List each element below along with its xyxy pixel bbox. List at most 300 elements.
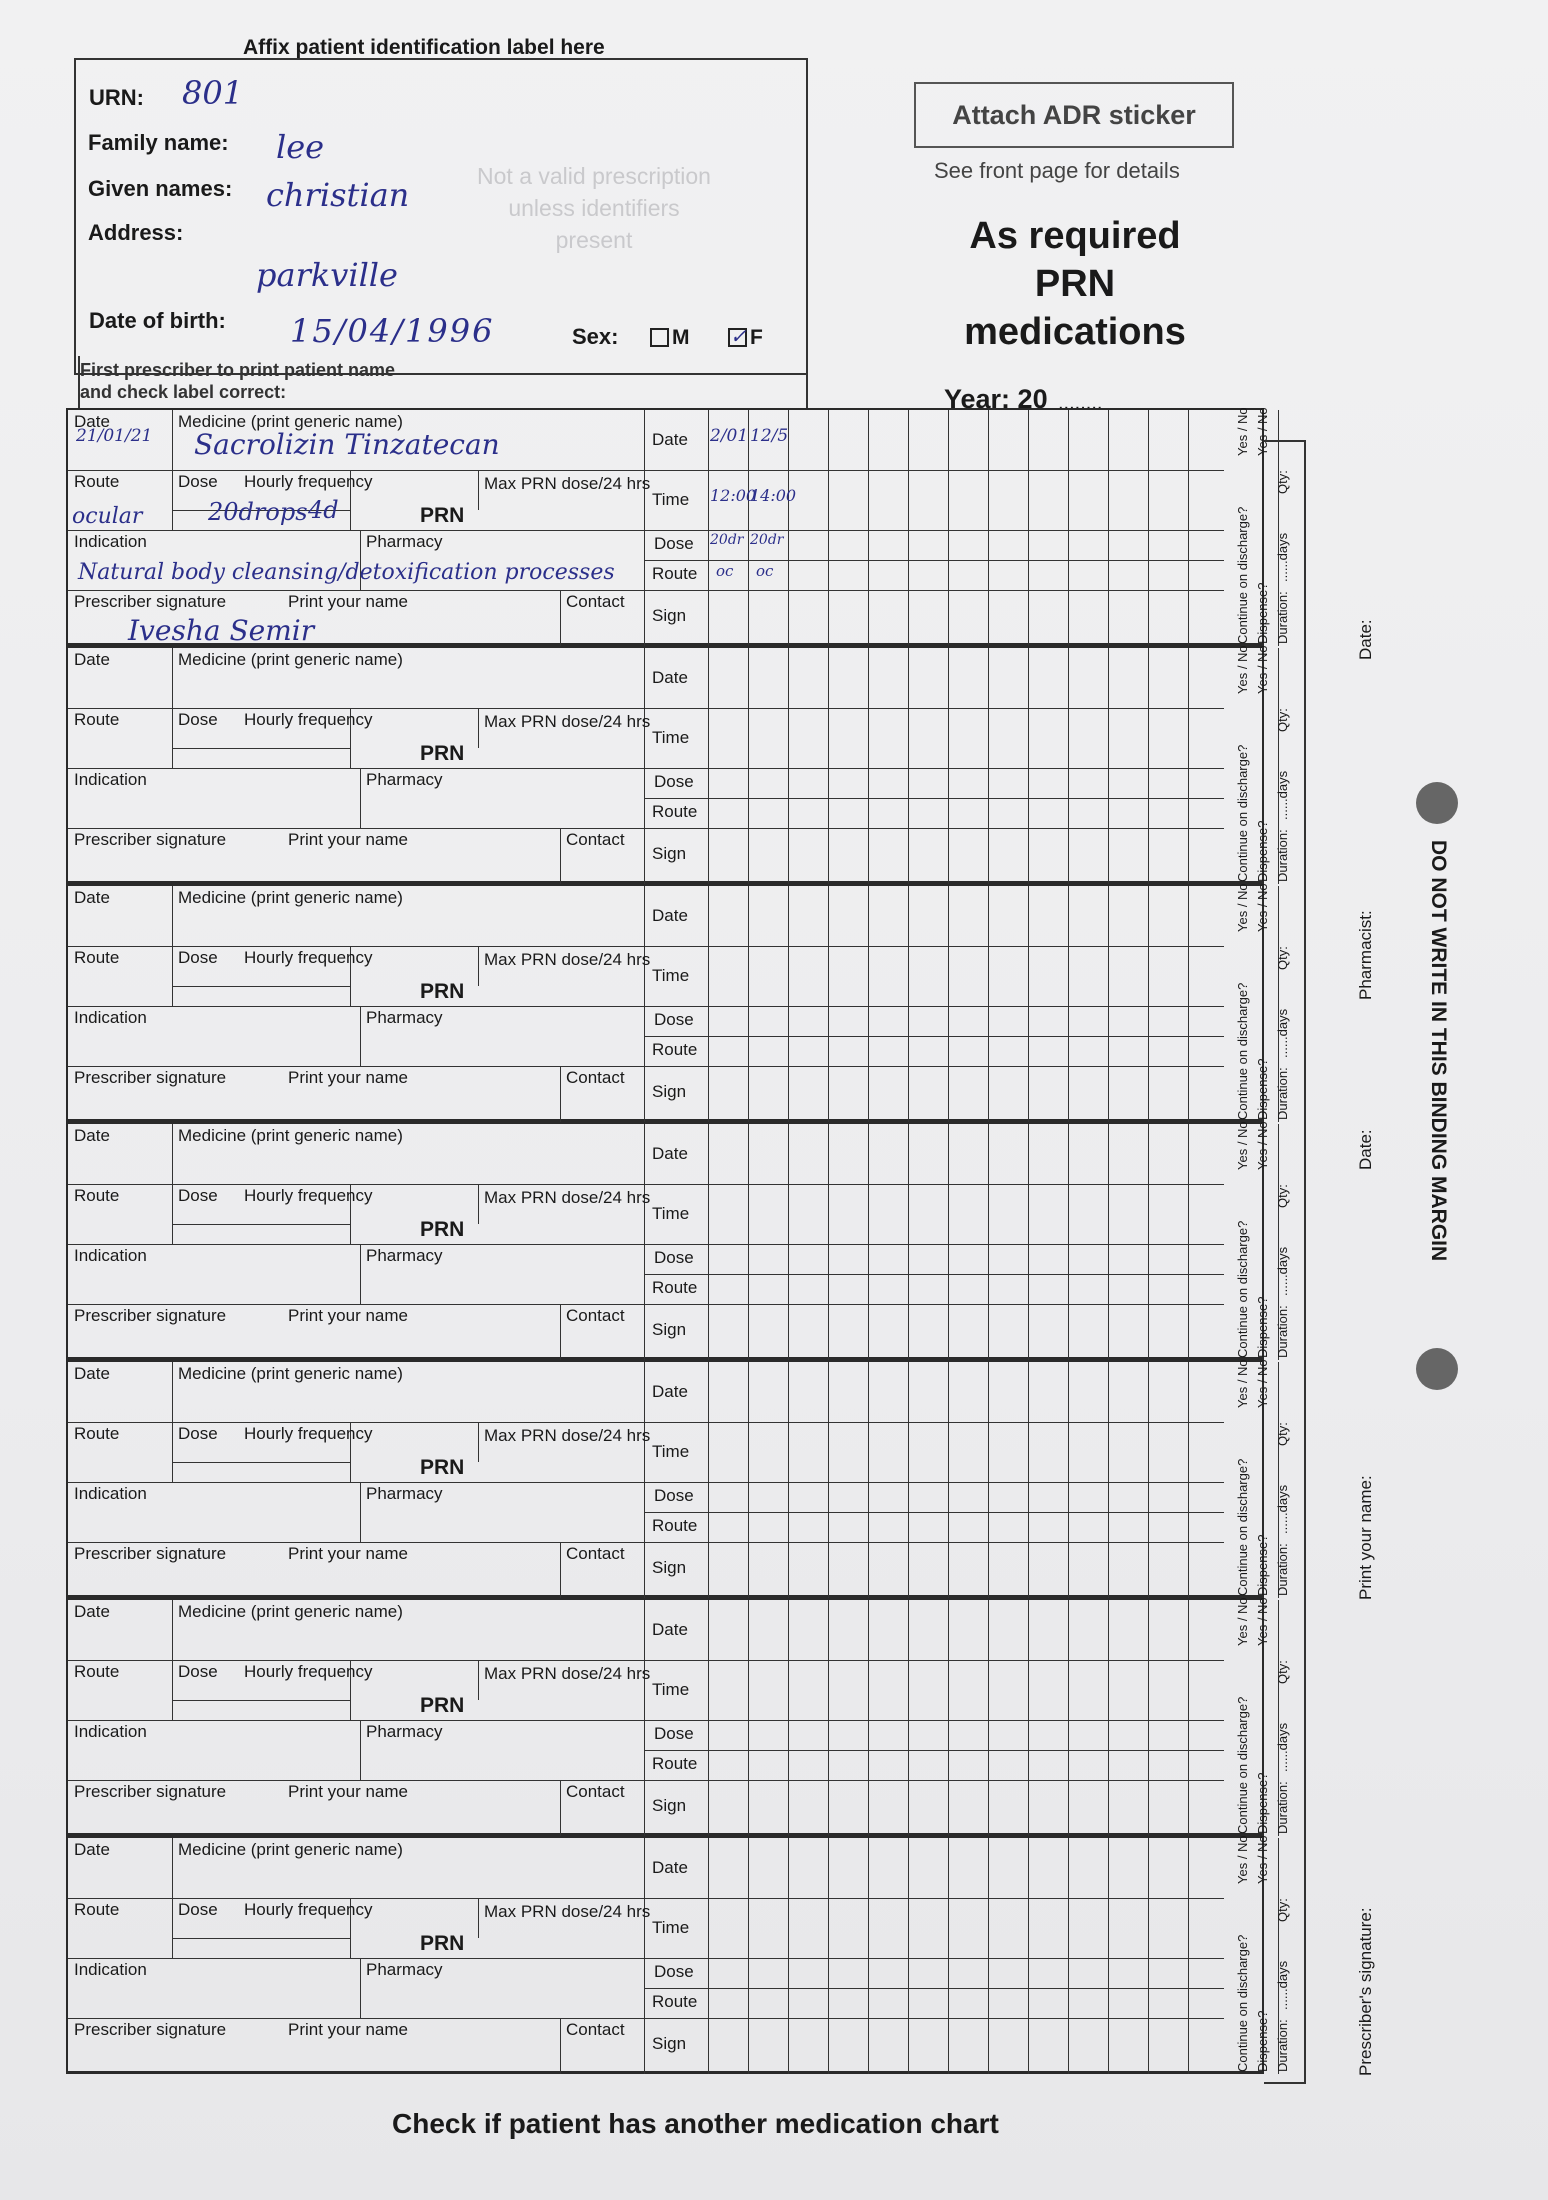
admin-col[interactable] (788, 1838, 789, 2074)
admin-row-divider (644, 1660, 1224, 1661)
route-field[interactable] (68, 1680, 172, 1720)
admin-row-divider (644, 1750, 1224, 1751)
indication-field[interactable] (68, 788, 360, 828)
hourly-frequency-label: Hourly frequency (244, 1186, 373, 1205)
admin-col[interactable] (988, 410, 989, 646)
admin-dose-value[interactable]: 20dr (710, 532, 744, 548)
dob-label: Date of birth: (89, 308, 226, 333)
admin-col[interactable] (1068, 1838, 1069, 2074)
indication-field[interactable] (68, 1026, 360, 1066)
admin-col[interactable] (988, 886, 989, 1122)
admin-col[interactable] (1148, 1838, 1149, 2074)
indication-label: Indication (74, 1484, 147, 1503)
duration-days: ......days (1275, 1008, 1290, 1058)
continue-discharge-label: Continue on discharge? (1235, 744, 1250, 882)
admin-col[interactable] (1148, 1362, 1149, 1598)
prescriber-signature-field[interactable] (68, 848, 560, 884)
qty-label: Qty: (1275, 470, 1290, 494)
max-prn-field[interactable] (478, 490, 644, 530)
qty-label: Qty: (1275, 1422, 1290, 1446)
dispense-yes-no: Yes / No (1255, 1835, 1270, 1884)
admin-col[interactable] (1028, 648, 1029, 884)
date-label: Date (74, 1364, 110, 1383)
admin-col[interactable] (1108, 886, 1109, 1122)
admin-col[interactable] (988, 648, 989, 884)
route-field[interactable] (68, 1918, 172, 1958)
row-divider (68, 1660, 644, 1661)
medication-block (66, 1597, 1290, 1836)
admin-col[interactable] (908, 1600, 909, 1836)
admin-col[interactable] (1148, 410, 1149, 646)
admin-col[interactable] (1188, 1362, 1189, 1598)
admin-row-divider (644, 1066, 1224, 1067)
prescriber-signature-field[interactable] (68, 1324, 560, 1360)
medication-block (66, 1121, 1290, 1360)
admin-col[interactable] (908, 648, 909, 884)
admin-col[interactable] (1188, 886, 1189, 1122)
entry-dose[interactable]: 20drops (208, 498, 308, 526)
admin-time-label: Time (652, 1680, 690, 1699)
prescriber-signature-field[interactable] (68, 1800, 560, 1836)
admin-col[interactable] (788, 1362, 789, 1598)
admin-row-divider (644, 1482, 1224, 1483)
contact-field[interactable] (560, 848, 644, 884)
pharmacy-field[interactable] (360, 788, 644, 828)
admin-col[interactable] (1188, 410, 1189, 646)
dob-value[interactable]: 15/04/1996 (290, 312, 495, 350)
footer-check[interactable]: Check if patient has another medication chart (392, 2108, 999, 2139)
admin-time-label: Time (652, 966, 690, 985)
admin-dose-value[interactable]: 20dr (750, 532, 784, 548)
dose-frequency-field[interactable] (172, 1680, 350, 1702)
admin-col[interactable] (748, 886, 749, 1122)
admin-col[interactable] (748, 1600, 749, 1836)
contact-field[interactable] (560, 1086, 644, 1122)
admin-col[interactable] (1028, 1362, 1029, 1598)
admin-col[interactable] (1028, 410, 1029, 646)
admin-col[interactable] (988, 1600, 989, 1836)
continue-yes-no: Yes / No (1235, 1835, 1250, 1884)
medicine-label: Medicine (print generic name) (178, 888, 403, 907)
admin-col[interactable] (788, 1600, 789, 1836)
prescriber-signature-label: Prescriber signature (74, 592, 227, 611)
prn-label: PRN (420, 980, 465, 1003)
admin-date-label: Date (652, 1858, 688, 1877)
sex-m-checkbox[interactable] (650, 328, 669, 347)
title-line-1: As required (969, 215, 1181, 257)
admin-time-label: Time (652, 1442, 690, 1461)
admin-col[interactable] (988, 1124, 989, 1360)
dose-frequency-field[interactable] (172, 1918, 350, 1940)
entry-prescriber[interactable]: Ivesha Semir (128, 614, 315, 647)
dispense-label: Dispense? (1255, 1772, 1270, 1834)
admin-date-label: Date (652, 430, 688, 449)
route-label: Route (74, 1424, 120, 1443)
admin-col[interactable] (1148, 1600, 1149, 1836)
medicine-field[interactable] (172, 1144, 644, 1184)
admin-col[interactable] (1068, 648, 1069, 884)
continue-yes-no: Yes / No (1235, 883, 1250, 932)
admin-date-value[interactable]: 12/5 (750, 426, 789, 446)
pharmacy-label: Pharmacy (366, 1960, 443, 1979)
pharmacy-field[interactable] (360, 1740, 644, 1780)
indication-label: Indication (74, 1008, 147, 1027)
admin-time-value[interactable]: 12:00 (710, 486, 757, 505)
admin-col[interactable] (948, 1838, 949, 2074)
entry-frequency[interactable]: 4d (308, 496, 339, 524)
row-divider (68, 2018, 644, 2019)
contact-label: Contact (566, 1068, 625, 1087)
qty-label: Qty: (1275, 1898, 1290, 1922)
admin-col[interactable] (988, 1362, 989, 1598)
route-field[interactable] (68, 966, 172, 1006)
max-prn-field[interactable] (478, 966, 644, 1006)
admin-col[interactable] (948, 410, 949, 646)
year-dots[interactable]: ........ (1058, 392, 1103, 414)
family-name-value[interactable]: lee (276, 128, 325, 166)
given-names-value[interactable]: christian (266, 176, 410, 214)
admin-col[interactable] (908, 1124, 909, 1360)
admin-col[interactable] (1108, 1124, 1109, 1360)
max-prn-field[interactable] (478, 1680, 644, 1720)
admin-col[interactable] (908, 410, 909, 646)
side-print-name-label: Print your name: (1356, 1475, 1375, 1600)
admin-col[interactable] (1108, 410, 1109, 646)
route-field[interactable] (68, 728, 172, 768)
admin-col[interactable] (1188, 1838, 1189, 2074)
row-divider (68, 530, 644, 531)
contact-label: Contact (566, 592, 625, 611)
qty-label: Qty: (1275, 1660, 1290, 1684)
admin-col[interactable] (948, 1124, 949, 1360)
indication-field[interactable] (68, 1264, 360, 1304)
prn-label: PRN (420, 1218, 465, 1241)
section-divider (644, 648, 645, 884)
admin-col[interactable] (908, 886, 909, 1122)
admin-col[interactable] (868, 886, 869, 1122)
admin-col[interactable] (908, 1838, 909, 2074)
prn-medication-grid (66, 407, 1290, 2098)
continue-yes-no: Yes / No (1235, 645, 1250, 694)
medicine-field[interactable] (172, 1382, 644, 1422)
dispense-label: Dispense? (1255, 2010, 1270, 2072)
admin-col[interactable] (828, 1838, 829, 2074)
date-field[interactable] (68, 1620, 172, 1660)
print-name-label: Print your name (288, 1068, 408, 1087)
medicine-field[interactable] (172, 668, 644, 708)
entry-route[interactable]: ocular (72, 504, 143, 529)
continue-discharge-label: Continue on discharge? (1235, 506, 1250, 644)
hourly-frequency-label: Hourly frequency (244, 1424, 373, 1443)
admin-route-label: Route (652, 802, 698, 821)
admin-sign-label: Sign (652, 1082, 687, 1101)
row-divider (68, 1066, 644, 1067)
admin-row-divider (644, 1184, 1224, 1185)
urn-value[interactable]: 801 (182, 74, 244, 112)
continue-yes-no: Yes / No (1235, 1597, 1250, 1646)
admin-row-divider (644, 1422, 1224, 1423)
admin-col[interactable] (828, 410, 829, 646)
admin-col[interactable] (988, 1838, 989, 2074)
admin-col[interactable] (868, 1362, 869, 1598)
section-divider (644, 1124, 645, 1360)
sex-m-label: M (672, 326, 690, 349)
pharmacy-label: Pharmacy (366, 1722, 443, 1741)
admin-row-divider (644, 1304, 1224, 1305)
admin-col[interactable] (1188, 648, 1189, 884)
duration-days: ......days (1275, 1722, 1290, 1772)
duration-label: Duration: (1275, 1781, 1290, 1834)
continue-discharge-label: Continue on discharge? (1235, 1458, 1250, 1596)
admin-col[interactable] (828, 1362, 829, 1598)
medicine-label: Medicine (print generic name) (178, 1364, 403, 1383)
admin-row-divider (644, 590, 1224, 591)
admin-row-divider (644, 1988, 1224, 1989)
pharmacy-field[interactable] (360, 1502, 644, 1542)
admin-date-label: Date (652, 1620, 688, 1639)
admin-col[interactable] (828, 648, 829, 884)
row-divider (68, 1184, 644, 1185)
urn-label: URN: (89, 85, 144, 110)
year-label: Year: 20 (944, 384, 1048, 414)
address-value[interactable]: parkville (256, 256, 398, 294)
title-line-3: medications (964, 311, 1186, 353)
dispense-yes-no: Yes / No (1255, 883, 1270, 932)
pharmacy-label: Pharmacy (366, 1484, 443, 1503)
admin-col[interactable] (868, 1124, 869, 1360)
section-divider (644, 410, 645, 646)
entry-medicine[interactable]: Sacrolizin Tinzatecan (194, 428, 500, 461)
row-divider (68, 590, 644, 591)
dispense-label: Dispense? (1255, 820, 1270, 882)
admin-sign-label: Sign (652, 1320, 687, 1339)
dose-label: Dose (178, 1424, 218, 1443)
admin-col[interactable] (1148, 648, 1149, 884)
admin-col (708, 410, 709, 646)
admin-col[interactable] (748, 1362, 749, 1598)
dose-label: Dose (178, 1900, 218, 1919)
max-prn-field[interactable] (478, 1918, 644, 1958)
admin-col[interactable] (828, 886, 829, 1122)
prescriber-signature-field[interactable] (68, 2038, 560, 2074)
section-divider (644, 1600, 645, 1836)
admin-sign-label: Sign (652, 2034, 687, 2053)
dose-frequency-field[interactable] (172, 1204, 350, 1226)
col-divider (172, 1362, 173, 1482)
continue-yes-no: Yes / No (1235, 1359, 1250, 1408)
entry-date[interactable]: 21/01/21 (76, 426, 153, 446)
row-divider (68, 828, 644, 829)
admin-col[interactable] (1148, 886, 1149, 1122)
admin-time-label: Time (652, 1918, 690, 1937)
medicine-field[interactable] (172, 1620, 644, 1660)
print-name-label: Print your name (288, 1306, 408, 1325)
admin-col[interactable] (1068, 1362, 1069, 1598)
prn-label: PRN (420, 1456, 465, 1479)
admin-col[interactable] (788, 648, 789, 884)
print-name-label: Print your name (288, 592, 408, 611)
admin-col[interactable] (1068, 1600, 1069, 1836)
continue-discharge-label: Continue on discharge? (1235, 1220, 1250, 1358)
admin-col[interactable] (1108, 1362, 1109, 1598)
route-label: Route (74, 1186, 120, 1205)
admin-col[interactable] (948, 1600, 949, 1836)
sex-f-checkbox[interactable] (728, 324, 747, 348)
contact-field[interactable] (560, 1324, 644, 1360)
max-prn-label: Max PRN dose/24 hrs (484, 1426, 651, 1445)
admin-row-divider (644, 470, 1224, 471)
dose-frequency-field[interactable] (172, 728, 350, 750)
admin-col[interactable] (1148, 1124, 1149, 1360)
admin-col[interactable] (868, 410, 869, 646)
indication-field[interactable] (68, 1978, 360, 2018)
admin-row-divider (644, 1036, 1224, 1037)
hourly-frequency-label: Hourly frequency (244, 710, 373, 729)
admin-date-label: Date (652, 906, 688, 925)
admin-row-divider (644, 1274, 1224, 1275)
date-label: Date (74, 888, 110, 907)
indication-label: Indication (74, 770, 147, 789)
admin-col[interactable] (788, 1124, 789, 1360)
admin-row-divider (644, 828, 1224, 829)
admin-sign-label: Sign (652, 606, 687, 625)
admin-col[interactable] (1028, 1124, 1029, 1360)
side-date-label: Date: (1356, 619, 1375, 660)
date-label: Date (74, 650, 110, 669)
max-prn-field[interactable] (478, 728, 644, 768)
watermark-text: Not a valid prescription unless identifiers present (477, 163, 711, 253)
max-prn-field[interactable] (478, 1442, 644, 1482)
date-field[interactable] (68, 1144, 172, 1184)
prescriber-signature-label: Prescriber signature (74, 1782, 227, 1801)
admin-col[interactable] (828, 1124, 829, 1360)
binding-hole-icon (1416, 1348, 1458, 1390)
admin-date-label: Date (652, 1144, 688, 1163)
admin-route-value[interactable]: oc (756, 562, 774, 580)
admin-col[interactable] (748, 648, 749, 884)
admin-col[interactable] (1188, 1124, 1189, 1360)
admin-col[interactable] (1108, 1838, 1109, 2074)
section-divider (644, 1362, 645, 1598)
continue-discharge-label: Continue on discharge? (1235, 982, 1250, 1120)
admin-col[interactable] (828, 1600, 829, 1836)
admin-col[interactable] (868, 1600, 869, 1836)
entry-indication[interactable]: Natural body cleansing/detoxification processes (78, 560, 615, 585)
admin-row-divider (644, 768, 1224, 769)
admin-sign-label: Sign (652, 1558, 687, 1577)
route-field[interactable] (68, 1204, 172, 1244)
admin-col[interactable] (1068, 410, 1069, 646)
date-field[interactable] (68, 906, 172, 946)
admin-col[interactable] (788, 886, 789, 1122)
admin-col[interactable] (1028, 886, 1029, 1122)
print-name-label: Print your name (288, 2020, 408, 2039)
admin-col[interactable] (1028, 1600, 1029, 1836)
indication-field[interactable] (68, 1740, 360, 1780)
admin-col[interactable] (1068, 886, 1069, 1122)
pharmacy-label: Pharmacy (366, 532, 443, 551)
admin-dose-label: Dose (654, 772, 694, 791)
admin-col[interactable] (1108, 1600, 1109, 1836)
pharmacy-field[interactable] (360, 1978, 644, 2018)
max-prn-label: Max PRN dose/24 hrs (484, 474, 651, 493)
adr-sticker-box: Attach ADR sticker (914, 82, 1234, 148)
first-prescriber-label: First prescriber to print patient name (80, 360, 396, 380)
admin-time-value[interactable]: 14:00 (750, 486, 797, 505)
indication-label: Indication (74, 1722, 147, 1741)
admin-col (708, 1362, 709, 1598)
contact-field[interactable] (560, 610, 644, 646)
contact-field[interactable] (560, 2038, 644, 2074)
duration-days: ......days (1275, 1960, 1290, 2010)
indication-label: Indication (74, 532, 147, 551)
admin-row-divider (644, 1006, 1224, 1007)
pharmacy-field[interactable] (360, 1264, 644, 1304)
admin-col[interactable] (868, 1838, 869, 2074)
indication-label: Indication (74, 1960, 147, 1979)
admin-col[interactable] (948, 648, 949, 884)
route-field[interactable] (68, 1442, 172, 1482)
admin-col[interactable] (748, 1124, 749, 1360)
admin-sign-label: Sign (652, 1796, 687, 1815)
medicine-field[interactable] (172, 906, 644, 946)
admin-time-label: Time (652, 1204, 690, 1223)
admin-col[interactable] (948, 886, 949, 1122)
prescriber-signature-field[interactable] (68, 1562, 560, 1598)
date-field[interactable] (68, 668, 172, 708)
contact-label: Contact (566, 1544, 625, 1563)
admin-row-divider (644, 1542, 1224, 1543)
contact-field[interactable] (560, 1562, 644, 1598)
contact-field[interactable] (560, 1800, 644, 1836)
prescriber-signature-field[interactable] (68, 1086, 560, 1122)
medicine-field[interactable] (172, 1858, 644, 1898)
admin-col[interactable] (908, 1362, 909, 1598)
admin-row-divider (644, 1512, 1224, 1513)
indication-label: Indication (74, 1246, 147, 1265)
max-prn-label: Max PRN dose/24 hrs (484, 1902, 651, 1921)
print-name-label: Print your name (288, 830, 408, 849)
row-divider (68, 1958, 644, 1959)
admin-col[interactable] (1068, 1124, 1069, 1360)
duration-days: ......days (1275, 1484, 1290, 1534)
dose-frequency-field[interactable] (172, 966, 350, 988)
admin-col[interactable] (748, 1838, 749, 2074)
col-divider (172, 886, 173, 1006)
row-divider (68, 1006, 644, 1007)
admin-col[interactable] (1108, 648, 1109, 884)
side-rail (1264, 440, 1306, 2084)
admin-route-value[interactable]: oc (716, 562, 734, 580)
date-field[interactable] (68, 1858, 172, 1898)
check-label-label: and check label correct: (80, 382, 287, 402)
hourly-frequency-label: Hourly frequency (244, 1900, 373, 1919)
admin-col[interactable] (1188, 1600, 1189, 1836)
dose-frequency-field[interactable] (172, 1442, 350, 1464)
date-field[interactable] (68, 1382, 172, 1422)
max-prn-field[interactable] (478, 1204, 644, 1244)
given-names-label: Given names: (88, 176, 233, 201)
indication-field[interactable] (68, 1502, 360, 1542)
admin-route-label: Route (652, 1278, 698, 1297)
pharmacy-field[interactable] (360, 1026, 644, 1066)
admin-col[interactable] (868, 648, 869, 884)
prescriber-signature-label: Prescriber signature (74, 1544, 227, 1563)
admin-date-value[interactable]: 2/01 (710, 426, 749, 446)
admin-col[interactable] (948, 1362, 949, 1598)
prescriber-signature-label: Prescriber signature (74, 830, 227, 849)
admin-col[interactable] (1028, 1838, 1029, 2074)
